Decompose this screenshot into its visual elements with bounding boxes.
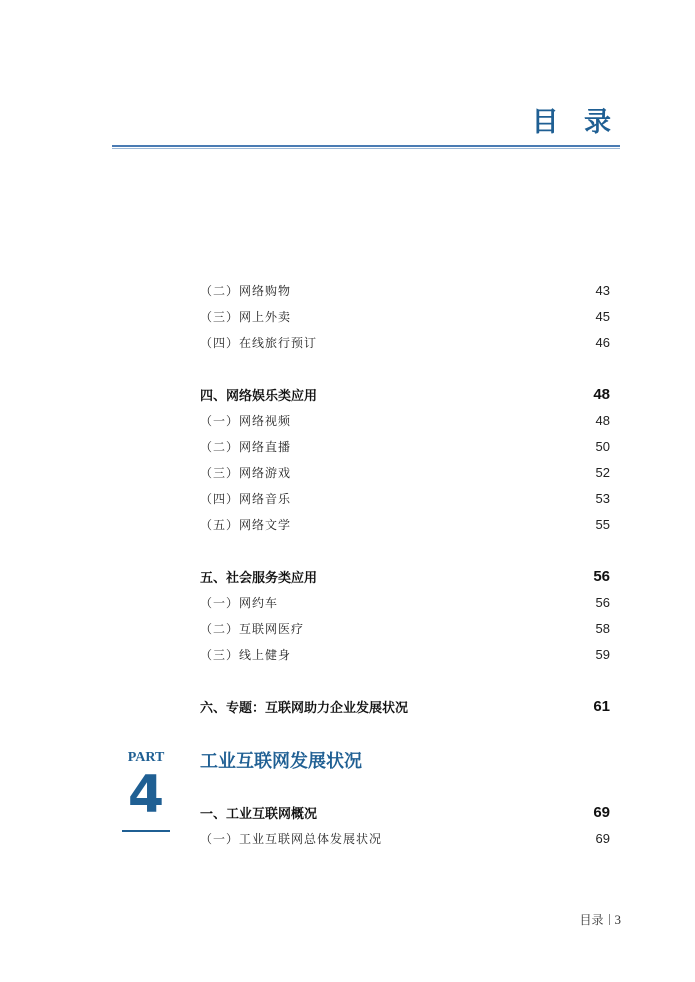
toc-entry-page: 46 <box>595 334 610 350</box>
toc-entry-page: 43 <box>595 282 610 298</box>
toc-entry-label: （四）网络音乐 <box>200 491 292 506</box>
toc-entry-label: （五）网络文学 <box>200 517 292 532</box>
toc-entry[interactable] <box>200 514 610 534</box>
toc-section[interactable] <box>200 566 610 586</box>
part-label: PART <box>127 750 165 765</box>
footer-separator <box>609 914 610 925</box>
toc-entry-page: 69 <box>595 830 610 846</box>
part-divider <box>122 830 170 832</box>
toc-entry[interactable] <box>200 332 610 352</box>
toc-section-label: 五、社会服务类应用 <box>200 570 318 586</box>
toc-entry-label: （一）网约车 <box>200 595 279 610</box>
toc-entry-label: （二）网络购物 <box>200 283 292 298</box>
toc-section-label: 六、专题：互联网助力企业发展状况 <box>200 700 409 716</box>
toc-entry-page: 45 <box>595 308 610 324</box>
title-divider <box>112 145 620 147</box>
toc-entry[interactable] <box>200 618 610 638</box>
toc-entry-label: （三）线上健身 <box>200 647 292 662</box>
footer-page-number: 3 <box>614 911 621 927</box>
toc-section[interactable] <box>200 696 610 716</box>
page-title: 目 录 <box>531 107 619 138</box>
toc-entry[interactable] <box>200 828 610 848</box>
toc-entry[interactable] <box>200 462 610 482</box>
toc-entry-label: （三）网络游戏 <box>200 465 292 480</box>
toc-entry-label: （一）工业互联网总体发展状况 <box>200 831 383 846</box>
toc-section[interactable] <box>200 384 610 404</box>
toc-entry[interactable] <box>200 306 610 326</box>
toc-entry[interactable] <box>200 644 610 664</box>
toc-entry-label: （一）网络视频 <box>200 413 292 428</box>
toc-entry-page: 52 <box>595 464 610 480</box>
toc-entry-page: 53 <box>595 490 610 506</box>
toc-section-page: 56 <box>593 567 610 585</box>
toc-entry-label: （二）网络直播 <box>200 439 292 454</box>
toc-entry-page: 55 <box>595 516 610 532</box>
page-footer <box>579 911 621 928</box>
toc-entry-page: 56 <box>595 594 610 610</box>
toc-entry-page: 48 <box>595 412 610 428</box>
toc-entry-page: 50 <box>595 438 610 454</box>
toc-entry-label: （三）网上外卖 <box>200 309 292 324</box>
toc-section-page: 61 <box>593 697 610 715</box>
toc-entry[interactable] <box>200 410 610 430</box>
toc-section-label: 四、网络娱乐类应用 <box>200 388 318 404</box>
toc-entry[interactable] <box>200 436 610 456</box>
toc-section[interactable] <box>200 802 610 822</box>
toc-entry[interactable] <box>200 280 610 300</box>
part-title[interactable]: 工业互联网发展状况 <box>200 751 362 772</box>
toc-entry[interactable] <box>200 488 610 508</box>
footer-label: 目录 <box>579 913 604 927</box>
toc-entry-label: （四）在线旅行预订 <box>200 335 318 350</box>
toc-section-page: 69 <box>593 803 610 821</box>
title-divider-thin <box>112 148 620 149</box>
toc-section-page: 48 <box>593 385 610 403</box>
toc-entry-page: 58 <box>595 620 610 636</box>
toc-entry-page: 59 <box>595 646 610 662</box>
toc-entry[interactable] <box>200 592 610 612</box>
toc-section-label: 一、工业互联网概况 <box>200 806 318 822</box>
part-number: 4 <box>127 765 165 825</box>
toc-entry-label: （二）互联网医疗 <box>200 621 305 636</box>
